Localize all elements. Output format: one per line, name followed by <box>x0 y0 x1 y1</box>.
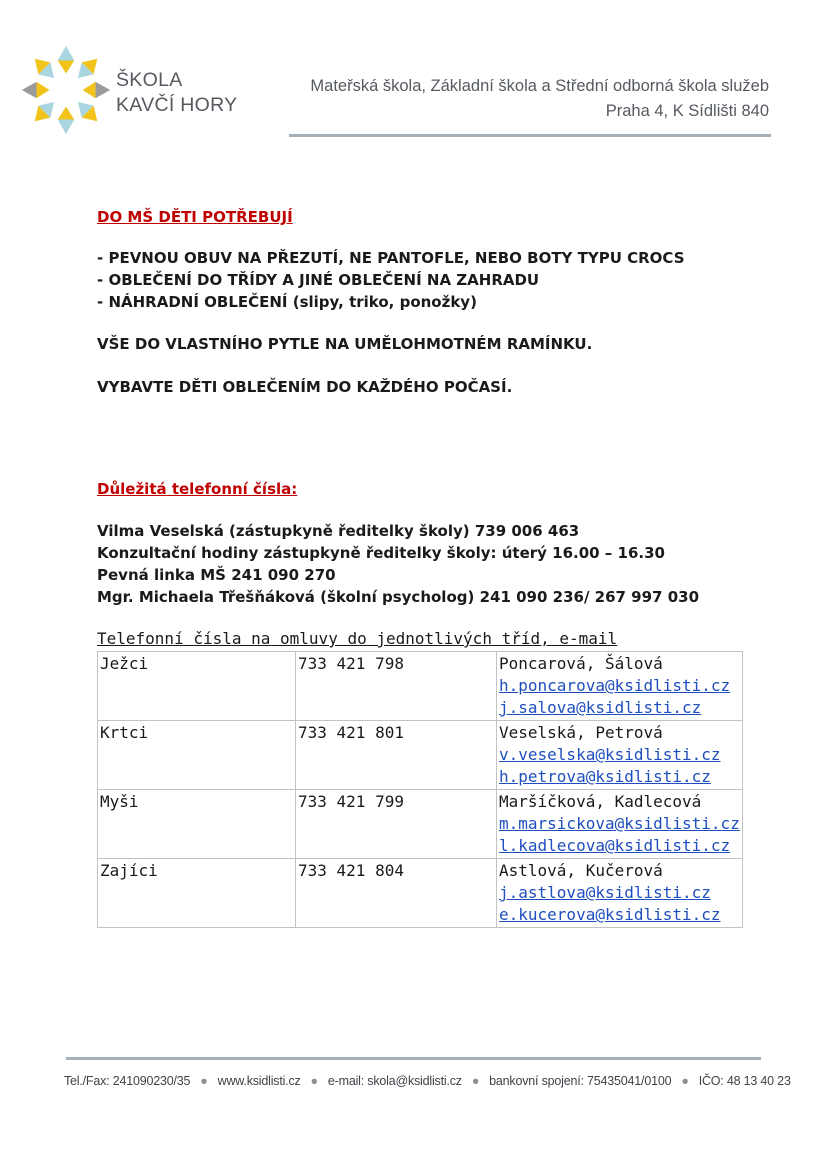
class-name: Myši <box>98 790 296 859</box>
needs-item-2: - OBLEČENÍ DO TŘÍDY A JINÉ OBLEČENÍ NA ZAHRADU <box>97 271 540 289</box>
needs-item-1: - PEVNOU OBUV NA PŘEZUTÍ, NE PANTOFLE, NEBO BOTY TYPU CROCS <box>97 249 685 267</box>
class-teachers-cell <box>497 652 743 721</box>
footer-email[interactable]: e-mail: skola@ksidlisti.cz <box>327 1074 462 1088</box>
email-link[interactable]: e.kucerova@ksidlisti.cz <box>499 905 721 924</box>
class-teachers: Veselská, Petrová <box>499 723 663 742</box>
email-link[interactable]: h.poncarova@ksidlisti.cz <box>499 676 731 695</box>
bullet-separator: ● <box>310 1074 318 1088</box>
phone-line-hours: Konzultační hodiny zástupkyně ředitelky školy: úterý 16.00 – 16.30 <box>97 544 665 562</box>
class-name: Ježci <box>98 652 296 721</box>
footer-website[interactable]: www.ksidlisti.cz <box>217 1074 301 1088</box>
school-logo-star-icon <box>20 44 112 136</box>
email-link[interactable]: l.kadlecova@ksidlisti.cz <box>499 836 731 855</box>
needs-item-3: - NÁHRADNÍ OBLEČENÍ (slipy, triko, ponožky) <box>97 293 477 311</box>
class-contacts-table <box>97 651 743 928</box>
email-link[interactable]: h.petrova@ksidlisti.cz <box>499 767 711 786</box>
needs-note-weather: VYBAVTE DĚTI OBLEČENÍM DO KAŽDÉHO POČASÍ. <box>97 378 513 396</box>
phones-title: Důležitá telefonní čísla: <box>97 480 298 498</box>
class-teachers-cell <box>497 721 743 790</box>
school-name-line1: Mateřská škola, Základní škola a Střední odborná škola služeb <box>310 77 769 95</box>
table-row <box>98 790 743 859</box>
table-caption: Telefonní čísla na omluvy do jednotlivých tříd, e-mail <box>97 629 618 648</box>
email-link[interactable]: j.astlova@ksidlisti.cz <box>499 883 711 902</box>
logo-wordmark <box>116 68 237 118</box>
logo-line1: ŠKOLA <box>116 69 183 91</box>
class-teachers: Maršíčková, Kadlecová <box>499 792 702 811</box>
footer-phone: Tel./Fax: 241090230/35 <box>64 1074 191 1088</box>
logo-line2: KAVČÍ HORY <box>116 94 238 116</box>
needs-note-hanger: VŠE DO VLASTNÍHO PYTLE NA UMĚLOHMOTNÉM RAMÍNKU. <box>97 335 593 353</box>
bullet-separator: ● <box>200 1074 208 1088</box>
table-row <box>98 721 743 790</box>
email-link[interactable]: m.marsickova@ksidlisti.cz <box>499 814 740 833</box>
class-teachers: Poncarová, Šálová <box>499 654 663 673</box>
table-row <box>98 652 743 721</box>
class-phone: 733 421 804 <box>296 859 497 928</box>
needs-title: DO MŠ DĚTI POTŘEBUJÍ <box>97 208 293 226</box>
footer-ico: IČO: 48 13 40 23 <box>698 1074 791 1088</box>
footer-contacts <box>64 1074 791 1088</box>
school-address: Praha 4, K Sídlišti 840 <box>605 102 769 120</box>
school-name <box>310 74 769 124</box>
class-name: Zajíci <box>98 859 296 928</box>
email-link[interactable]: j.salova@ksidlisti.cz <box>499 698 702 717</box>
bullet-separator: ● <box>681 1074 689 1088</box>
table-row <box>98 859 743 928</box>
phone-line-psychologist: Mgr. Michaela Třešňáková (školní psycholog) 241 090 236/ 267 997 030 <box>97 588 700 606</box>
class-phone: 733 421 798 <box>296 652 497 721</box>
class-teachers-cell <box>497 790 743 859</box>
class-name: Krtci <box>98 721 296 790</box>
phone-line-deputy: Vilma Veselská (zástupkyně ředitelky školy) 739 006 463 <box>97 522 580 540</box>
footer-divider <box>66 1057 761 1060</box>
class-phone: 733 421 801 <box>296 721 497 790</box>
class-teachers: Astlová, Kučerová <box>499 861 663 880</box>
bullet-separator: ● <box>471 1074 480 1088</box>
phone-line-landline: Pevná linka MŠ 241 090 270 <box>97 566 336 584</box>
header-divider <box>289 134 771 137</box>
class-phone: 733 421 799 <box>296 790 497 859</box>
email-link[interactable]: v.veselska@ksidlisti.cz <box>499 745 721 764</box>
class-teachers-cell <box>497 859 743 928</box>
footer-bank: bankovní spojení: 75435041/0100 <box>489 1074 672 1088</box>
